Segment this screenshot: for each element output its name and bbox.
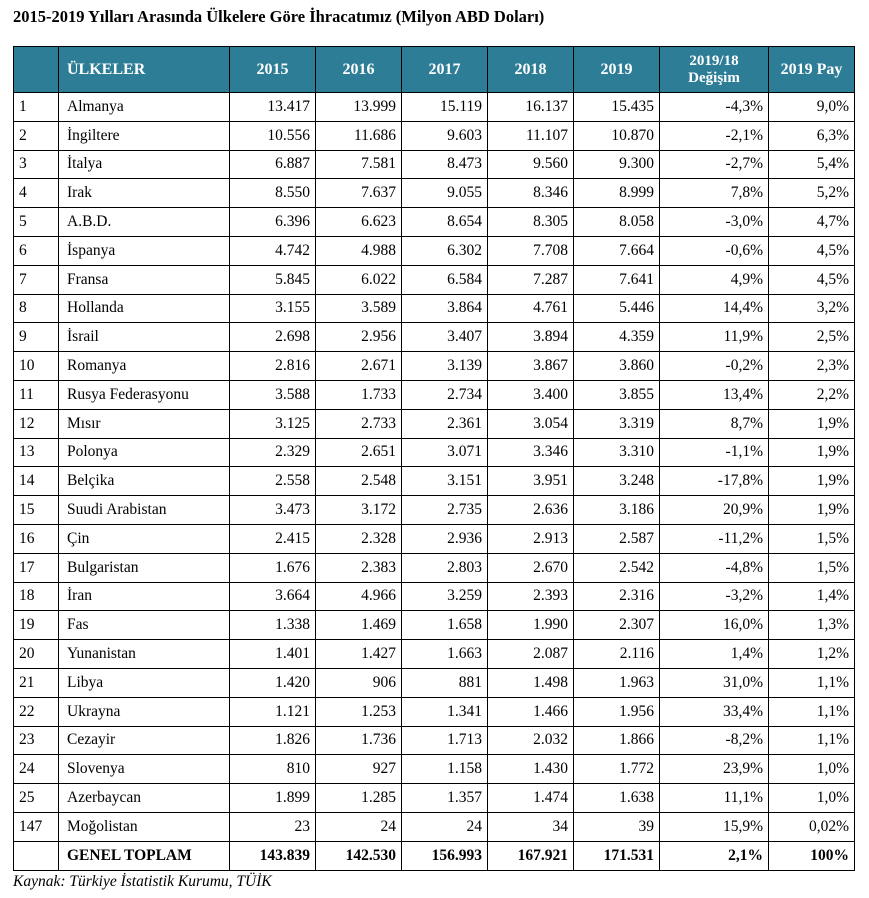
table-row <box>14 812 855 841</box>
cell-2017: 2.734 <box>402 380 488 409</box>
cell-2019: 5.446 <box>574 294 660 323</box>
cell-2019: 3.855 <box>574 380 660 409</box>
cell-2018: 3.951 <box>488 467 574 496</box>
cell-2017: 3.407 <box>402 323 488 352</box>
cell-share: 1,9% <box>769 496 855 525</box>
total-cell-2018: 167.921 <box>488 841 574 870</box>
cell-2015: 23 <box>230 812 316 841</box>
cell-change: -3,2% <box>660 582 769 611</box>
cell-change: -0,6% <box>660 236 769 265</box>
cell-country: Polonya <box>59 438 230 467</box>
cell-country: Fransa <box>59 265 230 294</box>
cell-2016: 2.328 <box>316 524 402 553</box>
cell-2015: 1.338 <box>230 611 316 640</box>
cell-country: Rusya Federasyonu <box>59 380 230 409</box>
cell-2017: 24 <box>402 812 488 841</box>
cell-change: 33,4% <box>660 697 769 726</box>
cell-country: Libya <box>59 668 230 697</box>
table-row <box>14 265 855 294</box>
table-row <box>14 179 855 208</box>
cell-country: Slovenya <box>59 755 230 784</box>
cell-change: 11,9% <box>660 323 769 352</box>
cell-rank: 1 <box>14 93 59 122</box>
table-row <box>14 380 855 409</box>
cell-2018: 1.430 <box>488 755 574 784</box>
cell-country: Cezayir <box>59 726 230 755</box>
cell-2017: 8.473 <box>402 150 488 179</box>
cell-change: 13,4% <box>660 380 769 409</box>
cell-change: 4,9% <box>660 265 769 294</box>
cell-change: 23,9% <box>660 755 769 784</box>
cell-2019: 3.860 <box>574 352 660 381</box>
cell-share: 4,5% <box>769 265 855 294</box>
cell-share: 1,5% <box>769 553 855 582</box>
cell-2016: 1.253 <box>316 697 402 726</box>
cell-change: -8,2% <box>660 726 769 755</box>
cell-2016: 4.966 <box>316 582 402 611</box>
cell-2015: 2.558 <box>230 467 316 496</box>
cell-2015: 1.420 <box>230 668 316 697</box>
table-row <box>14 640 855 669</box>
cell-change: 16,0% <box>660 611 769 640</box>
cell-2017: 6.302 <box>402 236 488 265</box>
cell-share: 1,1% <box>769 668 855 697</box>
cell-2019: 1.956 <box>574 697 660 726</box>
cell-rank: 3 <box>14 150 59 179</box>
cell-country: İsrail <box>59 323 230 352</box>
cell-2015: 1.826 <box>230 726 316 755</box>
header-country: ÜLKELER <box>59 47 230 93</box>
cell-2019: 3.310 <box>574 438 660 467</box>
header-change-line1: 2019/18 <box>689 52 739 69</box>
cell-2017: 1.341 <box>402 697 488 726</box>
cell-2015: 3.473 <box>230 496 316 525</box>
cell-2015: 5.845 <box>230 265 316 294</box>
cell-2018: 1.990 <box>488 611 574 640</box>
cell-2015: 3.588 <box>230 380 316 409</box>
cell-country: Ukrayna <box>59 697 230 726</box>
cell-change: -11,2% <box>660 524 769 553</box>
cell-2018: 1.498 <box>488 668 574 697</box>
cell-2016: 1.427 <box>316 640 402 669</box>
cell-2017: 1.713 <box>402 726 488 755</box>
table-row <box>14 93 855 122</box>
cell-share: 4,5% <box>769 236 855 265</box>
cell-2019: 10.870 <box>574 121 660 150</box>
cell-2018: 1.474 <box>488 784 574 813</box>
cell-share: 1,4% <box>769 582 855 611</box>
cell-2017: 2.735 <box>402 496 488 525</box>
cell-rank: 7 <box>14 265 59 294</box>
cell-share: 6,3% <box>769 121 855 150</box>
cell-country: İtalya <box>59 150 230 179</box>
cell-change: -4,3% <box>660 93 769 122</box>
cell-rank: 18 <box>14 582 59 611</box>
header-2015: 2015 <box>230 47 316 93</box>
header-change-line2: Değişim <box>688 69 740 86</box>
header-2019: 2019 <box>574 47 660 93</box>
cell-change: -2,1% <box>660 121 769 150</box>
cell-2019: 1.866 <box>574 726 660 755</box>
cell-share: 0,02% <box>769 812 855 841</box>
cell-2016: 2.651 <box>316 438 402 467</box>
total-cell-2016: 142.530 <box>316 841 402 870</box>
cell-2016: 6.623 <box>316 208 402 237</box>
cell-2015: 2.816 <box>230 352 316 381</box>
cell-2018: 1.466 <box>488 697 574 726</box>
cell-2017: 2.936 <box>402 524 488 553</box>
cell-share: 1,0% <box>769 755 855 784</box>
cell-2018: 3.054 <box>488 409 574 438</box>
table-row <box>14 323 855 352</box>
cell-2018: 2.032 <box>488 726 574 755</box>
header-2017: 2017 <box>402 47 488 93</box>
table-row <box>14 553 855 582</box>
cell-rank: 4 <box>14 179 59 208</box>
cell-country: Çin <box>59 524 230 553</box>
cell-2016: 1.469 <box>316 611 402 640</box>
cell-2016: 927 <box>316 755 402 784</box>
cell-2019: 1.772 <box>574 755 660 784</box>
cell-rank: 11 <box>14 380 59 409</box>
cell-2015: 2.415 <box>230 524 316 553</box>
cell-2019: 3.186 <box>574 496 660 525</box>
cell-2018: 3.346 <box>488 438 574 467</box>
cell-country: İspanya <box>59 236 230 265</box>
cell-2018: 3.867 <box>488 352 574 381</box>
cell-share: 5,4% <box>769 150 855 179</box>
cell-2017: 2.803 <box>402 553 488 582</box>
table-row <box>14 726 855 755</box>
cell-country: Fas <box>59 611 230 640</box>
cell-share: 1,9% <box>769 409 855 438</box>
cell-2017: 881 <box>402 668 488 697</box>
cell-share: 1,0% <box>769 784 855 813</box>
total-cell-2017: 156.993 <box>402 841 488 870</box>
cell-2017: 3.139 <box>402 352 488 381</box>
cell-country: İngiltere <box>59 121 230 150</box>
header-2018: 2018 <box>488 47 574 93</box>
cell-2019: 7.641 <box>574 265 660 294</box>
cell-2015: 1.121 <box>230 697 316 726</box>
table-row <box>14 467 855 496</box>
cell-country: Bulgaristan <box>59 553 230 582</box>
cell-share: 2,3% <box>769 352 855 381</box>
cell-2018: 3.894 <box>488 323 574 352</box>
cell-rank: 15 <box>14 496 59 525</box>
cell-2015: 810 <box>230 755 316 784</box>
cell-share: 5,2% <box>769 179 855 208</box>
table-row <box>14 582 855 611</box>
cell-share: 9,0% <box>769 93 855 122</box>
cell-2018: 34 <box>488 812 574 841</box>
cell-country: Almanya <box>59 93 230 122</box>
cell-change: -1,1% <box>660 438 769 467</box>
source-note: Kaynak: Türkiye İstatistik Kurumu, TÜİK <box>13 873 272 890</box>
cell-change: 8,7% <box>660 409 769 438</box>
cell-rank: 2 <box>14 121 59 150</box>
cell-2018: 16.137 <box>488 93 574 122</box>
cell-2019: 2.116 <box>574 640 660 669</box>
cell-2019: 1.963 <box>574 668 660 697</box>
cell-share: 1,3% <box>769 611 855 640</box>
cell-2018: 2.670 <box>488 553 574 582</box>
table-row <box>14 496 855 525</box>
cell-2016: 4.988 <box>316 236 402 265</box>
cell-2015: 1.899 <box>230 784 316 813</box>
table-row <box>14 524 855 553</box>
cell-share: 1,1% <box>769 726 855 755</box>
cell-2019: 9.300 <box>574 150 660 179</box>
cell-share: 1,1% <box>769 697 855 726</box>
cell-country: Azerbaycan <box>59 784 230 813</box>
cell-country: Romanya <box>59 352 230 381</box>
cell-2017: 3.151 <box>402 467 488 496</box>
cell-change: -0,2% <box>660 352 769 381</box>
cell-2018: 2.393 <box>488 582 574 611</box>
cell-2016: 2.548 <box>316 467 402 496</box>
cell-rank: 6 <box>14 236 59 265</box>
cell-2015: 2.329 <box>230 438 316 467</box>
table-body <box>14 93 855 871</box>
cell-2017: 3.071 <box>402 438 488 467</box>
cell-2018: 3.400 <box>488 380 574 409</box>
cell-2019: 1.638 <box>574 784 660 813</box>
cell-country: Moğolistan <box>59 812 230 841</box>
cell-share: 1,9% <box>769 438 855 467</box>
cell-2019: 2.316 <box>574 582 660 611</box>
cell-2018: 8.346 <box>488 179 574 208</box>
cell-rank: 20 <box>14 640 59 669</box>
cell-2017: 9.603 <box>402 121 488 150</box>
total-cell-share: 100% <box>769 841 855 870</box>
total-cell-2015: 143.839 <box>230 841 316 870</box>
cell-2016: 7.637 <box>316 179 402 208</box>
table-row <box>14 755 855 784</box>
cell-2015: 1.401 <box>230 640 316 669</box>
cell-change: 1,4% <box>660 640 769 669</box>
cell-2016: 24 <box>316 812 402 841</box>
header-2016: 2016 <box>316 47 402 93</box>
cell-2016: 906 <box>316 668 402 697</box>
table-row <box>14 121 855 150</box>
cell-2017: 15.119 <box>402 93 488 122</box>
cell-change: -17,8% <box>660 467 769 496</box>
cell-2016: 6.022 <box>316 265 402 294</box>
cell-share: 4,7% <box>769 208 855 237</box>
table-row <box>14 668 855 697</box>
cell-rank: 24 <box>14 755 59 784</box>
table-row <box>14 784 855 813</box>
table-row <box>14 208 855 237</box>
cell-2019: 2.587 <box>574 524 660 553</box>
cell-2019: 2.542 <box>574 553 660 582</box>
cell-country: Hollanda <box>59 294 230 323</box>
header-share: 2019 Pay <box>769 47 855 93</box>
cell-country: İran <box>59 582 230 611</box>
cell-2016: 11.686 <box>316 121 402 150</box>
cell-2018: 7.708 <box>488 236 574 265</box>
cell-rank: 5 <box>14 208 59 237</box>
cell-rank: 22 <box>14 697 59 726</box>
cell-country: Suudi Arabistan <box>59 496 230 525</box>
cell-2018: 7.287 <box>488 265 574 294</box>
cell-change: 7,8% <box>660 179 769 208</box>
cell-2016: 2.956 <box>316 323 402 352</box>
cell-2015: 2.698 <box>230 323 316 352</box>
cell-2016: 7.581 <box>316 150 402 179</box>
cell-2017: 2.361 <box>402 409 488 438</box>
table-row <box>14 352 855 381</box>
cell-change: 20,9% <box>660 496 769 525</box>
table-row <box>14 236 855 265</box>
cell-2019: 4.359 <box>574 323 660 352</box>
cell-2019: 3.319 <box>574 409 660 438</box>
table-row <box>14 697 855 726</box>
cell-2015: 4.742 <box>230 236 316 265</box>
cell-change: 31,0% <box>660 668 769 697</box>
cell-2015: 3.664 <box>230 582 316 611</box>
cell-change: -2,7% <box>660 150 769 179</box>
cell-2016: 2.671 <box>316 352 402 381</box>
cell-rank: 12 <box>14 409 59 438</box>
cell-rank: 25 <box>14 784 59 813</box>
cell-rank: 16 <box>14 524 59 553</box>
cell-share: 2,2% <box>769 380 855 409</box>
cell-rank: 10 <box>14 352 59 381</box>
total-cell-country: GENEL TOPLAM <box>59 841 230 870</box>
cell-rank: 14 <box>14 467 59 496</box>
cell-2017: 8.654 <box>402 208 488 237</box>
export-table <box>13 46 855 871</box>
cell-2015: 8.550 <box>230 179 316 208</box>
cell-2018: 11.107 <box>488 121 574 150</box>
cell-country: Irak <box>59 179 230 208</box>
cell-share: 2,5% <box>769 323 855 352</box>
cell-change: -4,8% <box>660 553 769 582</box>
cell-change: 11,1% <box>660 784 769 813</box>
cell-2019: 39 <box>574 812 660 841</box>
cell-2017: 1.357 <box>402 784 488 813</box>
cell-country: A.B.D. <box>59 208 230 237</box>
cell-2016: 3.589 <box>316 294 402 323</box>
cell-2015: 13.417 <box>230 93 316 122</box>
cell-2016: 1.285 <box>316 784 402 813</box>
table-title: 2015-2019 Yılları Arasında Ülkelere Göre İhracatımız (Milyon ABD Doları) <box>13 7 545 26</box>
cell-rank: 19 <box>14 611 59 640</box>
cell-share: 1,9% <box>769 467 855 496</box>
cell-2018: 8.305 <box>488 208 574 237</box>
cell-2019: 3.248 <box>574 467 660 496</box>
table-row <box>14 611 855 640</box>
cell-2016: 2.733 <box>316 409 402 438</box>
cell-share: 1,2% <box>769 640 855 669</box>
cell-change: -3,0% <box>660 208 769 237</box>
cell-2017: 1.658 <box>402 611 488 640</box>
cell-rank: 13 <box>14 438 59 467</box>
table-row <box>14 409 855 438</box>
cell-2015: 10.556 <box>230 121 316 150</box>
cell-2016: 1.736 <box>316 726 402 755</box>
cell-2016: 1.733 <box>316 380 402 409</box>
cell-2018: 9.560 <box>488 150 574 179</box>
cell-2018: 4.761 <box>488 294 574 323</box>
cell-2018: 2.087 <box>488 640 574 669</box>
cell-2016: 3.172 <box>316 496 402 525</box>
total-cell-2019: 171.531 <box>574 841 660 870</box>
cell-change: 14,4% <box>660 294 769 323</box>
cell-country: Yunanistan <box>59 640 230 669</box>
cell-2019: 2.307 <box>574 611 660 640</box>
cell-share: 1,5% <box>769 524 855 553</box>
cell-2015: 1.676 <box>230 553 316 582</box>
cell-rank: 23 <box>14 726 59 755</box>
cell-2017: 6.584 <box>402 265 488 294</box>
cell-rank: 9 <box>14 323 59 352</box>
cell-2018: 2.913 <box>488 524 574 553</box>
cell-2019: 7.664 <box>574 236 660 265</box>
cell-2017: 3.864 <box>402 294 488 323</box>
table-row <box>14 150 855 179</box>
cell-2017: 1.158 <box>402 755 488 784</box>
cell-country: Mısır <box>59 409 230 438</box>
cell-rank: 21 <box>14 668 59 697</box>
cell-2015: 3.125 <box>230 409 316 438</box>
total-cell-rank <box>14 841 59 870</box>
cell-share: 3,2% <box>769 294 855 323</box>
header-change <box>660 47 769 93</box>
cell-2017: 1.663 <box>402 640 488 669</box>
cell-2017: 3.259 <box>402 582 488 611</box>
cell-rank: 147 <box>14 812 59 841</box>
cell-change: 15,9% <box>660 812 769 841</box>
cell-2017: 9.055 <box>402 179 488 208</box>
cell-2016: 2.383 <box>316 553 402 582</box>
cell-rank: 17 <box>14 553 59 582</box>
cell-2016: 13.999 <box>316 93 402 122</box>
cell-2015: 6.887 <box>230 150 316 179</box>
header-row <box>14 47 855 93</box>
cell-2019: 15.435 <box>574 93 660 122</box>
cell-country: Belçika <box>59 467 230 496</box>
cell-2019: 8.058 <box>574 208 660 237</box>
cell-2018: 2.636 <box>488 496 574 525</box>
table-row <box>14 438 855 467</box>
header-rank <box>14 47 59 93</box>
total-row <box>14 841 855 870</box>
cell-2015: 3.155 <box>230 294 316 323</box>
cell-rank: 8 <box>14 294 59 323</box>
cell-2015: 6.396 <box>230 208 316 237</box>
total-cell-change: 2,1% <box>660 841 769 870</box>
table-row <box>14 294 855 323</box>
cell-2019: 8.999 <box>574 179 660 208</box>
